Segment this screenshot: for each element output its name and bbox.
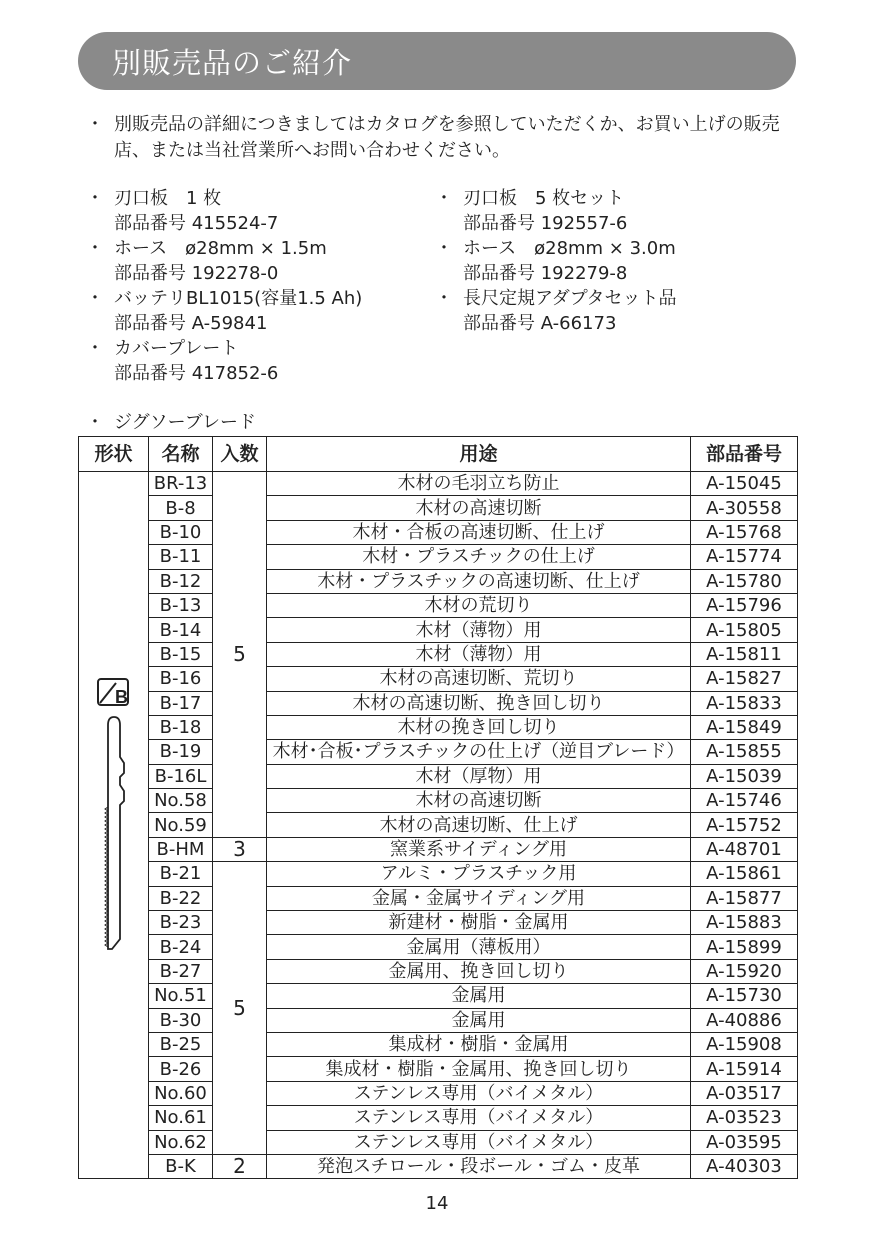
use-cell: ステンレス専用（バイメタル） (267, 1081, 691, 1105)
part-number-cell: A-15849 (691, 715, 798, 739)
use-cell: アルミ・プラスチック用 (267, 862, 691, 886)
use-cell: 金属・金属サイディング用 (267, 886, 691, 910)
quantity-cell: 5 (213, 862, 267, 1155)
accessory-item: ・ ホース ø28mm × 3.0m 部品番号 192279-8 (435, 238, 676, 284)
model-cell: No.59 (149, 813, 213, 837)
part-number-cell: A-15899 (691, 935, 798, 959)
table-row (79, 959, 798, 983)
model-cell: B-25 (149, 1032, 213, 1056)
model-cell: B-11 (149, 545, 213, 569)
table-row (79, 862, 798, 886)
model-cell: B-HM (149, 837, 213, 861)
intro-note (86, 112, 806, 164)
use-cell: 金属用 (267, 1008, 691, 1032)
part-number-cell: A-03523 (691, 1106, 798, 1130)
table-row (79, 886, 798, 910)
section-header (78, 32, 796, 90)
model-cell: BR-13 (149, 472, 213, 496)
table-row (79, 984, 798, 1008)
part-number-cell: A-15833 (691, 691, 798, 715)
part-number-cell: A-15805 (691, 618, 798, 642)
model-cell: No.60 (149, 1081, 213, 1105)
model-cell: B-15 (149, 642, 213, 666)
use-cell: 木材の高速切断、仕上げ (267, 813, 691, 837)
quantity-cell: 2 (213, 1154, 267, 1178)
part-number-cell: A-15861 (691, 862, 798, 886)
table-row (79, 472, 798, 496)
part-number-cell: A-15039 (691, 764, 798, 788)
part-number-cell: A-15811 (691, 642, 798, 666)
shape-badge: B (114, 687, 128, 708)
part-number-cell: A-40303 (691, 1154, 798, 1178)
use-cell: 木材の高速切断 (267, 496, 691, 520)
page-number: 14 (425, 1193, 449, 1214)
table-row (79, 715, 798, 739)
table-row (79, 642, 798, 666)
shape-cell (79, 472, 149, 1179)
part-number-cell: A-03517 (691, 1081, 798, 1105)
model-cell: B-16 (149, 667, 213, 691)
model-cell: B-17 (149, 691, 213, 715)
use-cell: 木材の高速切断、荒切り (267, 667, 691, 691)
table-row (79, 1032, 798, 1056)
part-number-cell: A-15908 (691, 1032, 798, 1056)
use-cell: 金属用、挽き回し切り (267, 959, 691, 983)
model-cell: No.61 (149, 1106, 213, 1130)
part-number-cell: A-40886 (691, 1008, 798, 1032)
part-number-cell: A-15774 (691, 545, 798, 569)
b-type-jigsaw-blade-icon (94, 677, 134, 967)
model-cell: No.62 (149, 1130, 213, 1154)
accessory-item: ・ 長尺定規アダプタセット品 部品番号 A-66173 (435, 288, 677, 334)
part-number-cell: A-15780 (691, 569, 798, 593)
model-cell: B-27 (149, 959, 213, 983)
model-cell: B-K (149, 1154, 213, 1178)
quantity-cell: 3 (213, 837, 267, 861)
table-row (79, 789, 798, 813)
use-cell: 木材の毛羽立ち防止 (267, 472, 691, 496)
table-row (79, 1130, 798, 1154)
model-cell: B-12 (149, 569, 213, 593)
table-row (79, 593, 798, 617)
use-cell: 木材（薄物）用 (267, 618, 691, 642)
use-cell: 木材の荒切り (267, 593, 691, 617)
model-cell: No.58 (149, 789, 213, 813)
header-shape: 形状 (79, 437, 149, 472)
use-cell: ステンレス専用（バイメタル） (267, 1130, 691, 1154)
accessory-list-right (435, 186, 795, 336)
model-cell: B-30 (149, 1008, 213, 1032)
use-cell: 新建材・樹脂・金属用 (267, 911, 691, 935)
header-name: 名称 (149, 437, 213, 472)
model-cell: B-24 (149, 935, 213, 959)
part-number-cell: A-15796 (691, 593, 798, 617)
use-cell: 木材･合板･プラスチックの仕上げ（逆目ブレード） (267, 740, 691, 764)
quantity-cell: 5 (213, 472, 267, 838)
table-row (79, 1081, 798, 1105)
use-cell: 窯業系サイディング用 (267, 837, 691, 861)
use-cell: ステンレス専用（バイメタル） (267, 1106, 691, 1130)
accessory-item: ・ 刃口板 5 枚セット 部品番号 192557-6 (435, 188, 628, 234)
table-row (79, 911, 798, 935)
table-row (79, 618, 798, 642)
jigsaw-blade-heading: ・ ジグソーブレード (86, 412, 257, 433)
part-number-cell: A-15827 (691, 667, 798, 691)
model-cell: B-22 (149, 886, 213, 910)
bullet: ・ (86, 114, 104, 135)
blade-table (78, 436, 798, 1179)
table-row (79, 545, 798, 569)
use-cell: 木材・プラスチックの高速切断、仕上げ (267, 569, 691, 593)
table-row (79, 764, 798, 788)
part-number-cell: A-15752 (691, 813, 798, 837)
table-row (79, 496, 798, 520)
table-row (79, 740, 798, 764)
use-cell: 木材の挽き回し切り (267, 715, 691, 739)
use-cell: 木材の高速切断、挽き回し切り (267, 691, 691, 715)
part-number-cell: A-30558 (691, 496, 798, 520)
header-use: 用途 (267, 437, 691, 472)
header-qty: 入数 (213, 437, 267, 472)
model-cell: B-19 (149, 740, 213, 764)
table-row (79, 1154, 798, 1178)
table-row (79, 935, 798, 959)
model-cell: B-16L (149, 764, 213, 788)
part-number-cell: A-15883 (691, 911, 798, 935)
part-number-cell: A-15045 (691, 472, 798, 496)
part-number-cell: A-15877 (691, 886, 798, 910)
part-number-cell: A-48701 (691, 837, 798, 861)
accessory-item: ・ カバープレート 部品番号 417852-6 (86, 338, 279, 384)
model-cell: B-23 (149, 911, 213, 935)
table-row (79, 813, 798, 837)
use-cell: 集成材・樹脂・金属用 (267, 1032, 691, 1056)
accessory-item: ・ ホース ø28mm × 1.5m 部品番号 192278-0 (86, 238, 327, 284)
part-number-cell: A-15920 (691, 959, 798, 983)
table-row (79, 667, 798, 691)
model-cell: B-8 (149, 496, 213, 520)
table-row (79, 1106, 798, 1130)
use-cell: 金属用 (267, 984, 691, 1008)
page-title: 別販売品のご紹介 (112, 46, 353, 80)
accessory-list-left (86, 186, 446, 386)
table-row (79, 837, 798, 861)
accessory-item: ・ バッテリBL1015(容量1.5 Ah) 部品番号 A-59841 (86, 288, 363, 334)
use-cell: 木材（薄物）用 (267, 642, 691, 666)
use-cell: 木材（厚物）用 (267, 764, 691, 788)
model-cell: No.51 (149, 984, 213, 1008)
accessory-item: ・ 刃口板 1 枚 部品番号 415524-7 (86, 188, 279, 234)
part-number-cell: A-15855 (691, 740, 798, 764)
table-row (79, 1008, 798, 1032)
model-cell: B-13 (149, 593, 213, 617)
part-number-cell: A-15746 (691, 789, 798, 813)
model-cell: B-18 (149, 715, 213, 739)
model-cell: B-14 (149, 618, 213, 642)
table-row (79, 1057, 798, 1081)
model-cell: B-26 (149, 1057, 213, 1081)
intro-text: 別販売品の詳細につきましてはカタログを参照していただくか、お買い上げの販売店、または当社営業所へお問い合わせください。 (114, 114, 780, 161)
use-cell: 集成材・樹脂・金属用、挽き回し切り (267, 1057, 691, 1081)
table-row (79, 691, 798, 715)
use-cell: 金属用（薄板用） (267, 935, 691, 959)
part-number-cell: A-15914 (691, 1057, 798, 1081)
table-header-row (79, 437, 798, 472)
model-cell: B-10 (149, 520, 213, 544)
table-row (79, 520, 798, 544)
table-row (79, 569, 798, 593)
part-number-cell: A-03595 (691, 1130, 798, 1154)
use-cell: 木材・合板の高速切断、仕上げ (267, 520, 691, 544)
use-cell: 発泡スチロール・段ボール・ゴム・皮革 (267, 1154, 691, 1178)
use-cell: 木材の高速切断 (267, 789, 691, 813)
header-part-number: 部品番号 (691, 437, 798, 472)
model-cell: B-21 (149, 862, 213, 886)
part-number-cell: A-15768 (691, 520, 798, 544)
part-number-cell: A-15730 (691, 984, 798, 1008)
use-cell: 木材・プラスチックの仕上げ (267, 545, 691, 569)
